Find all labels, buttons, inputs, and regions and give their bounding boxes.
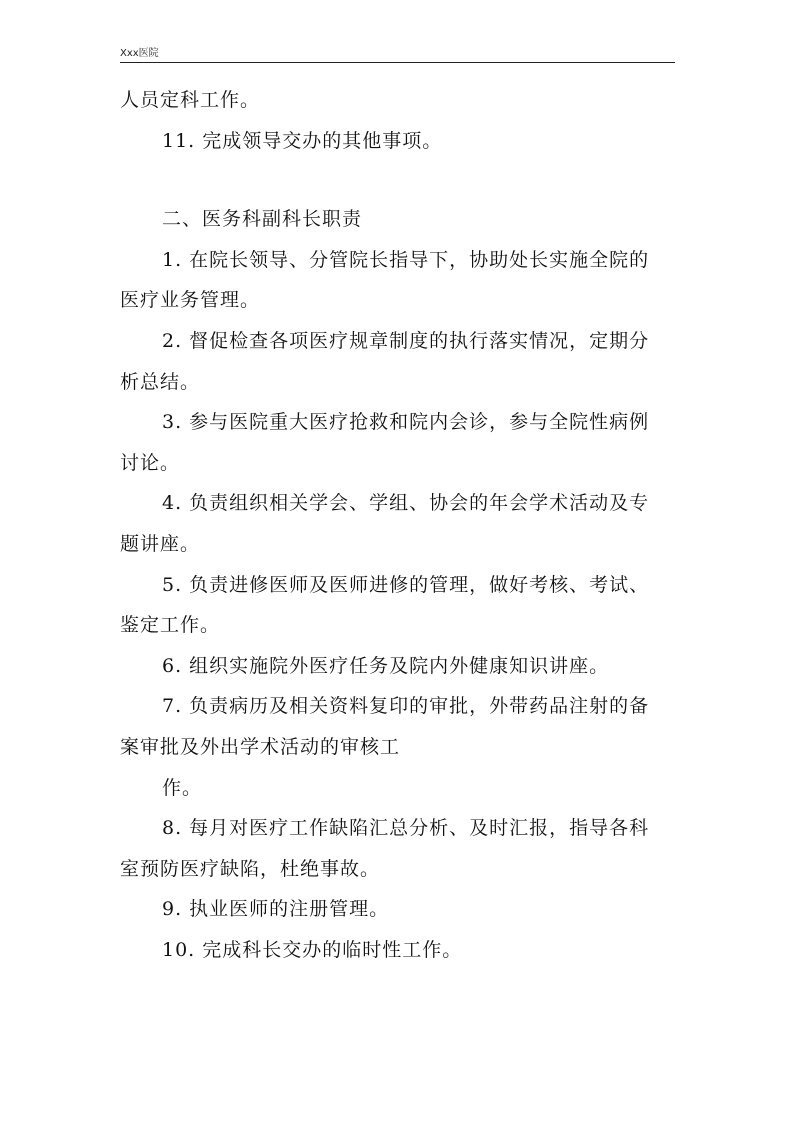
text-line: 5. 负责进修医师及医师进修的管理，做好考核、考试、 <box>162 573 650 596</box>
text-line: 案审批及外出学术活动的审核工 <box>120 735 401 758</box>
text-line: 鉴定工作。 <box>120 614 221 637</box>
paragraph-gap <box>120 161 680 199</box>
text-line: 11. 完成领导交办的其他事项。 <box>162 129 443 152</box>
text-line: 1. 在院长领导、分管院长指导下，协助处长实施全院的 <box>162 248 650 271</box>
text-line: 题讲座。 <box>120 532 201 555</box>
section-heading: 二、医务科副科长职责 <box>162 208 363 231</box>
text-line: 7. 负责病历及相关资料复印的审批，外带药品注射的备 <box>162 695 650 718</box>
document-body <box>120 80 680 970</box>
text-line: 4. 负责组织相关学会、学组、协会的年会学术活动及专 <box>162 492 650 515</box>
text-line: 析总结。 <box>120 370 201 393</box>
text-line: 3. 参与医院重大医疗抢救和院内会诊，参与全院性病例 <box>162 411 650 434</box>
text-line: 6. 组织实施院外医疗任务及院内外健康知识讲座。 <box>162 654 610 677</box>
text-line: 医疗业务管理。 <box>120 289 261 312</box>
text-line: 10. 完成科长交办的临时性工作。 <box>162 938 463 961</box>
header-title: Xxx医院 <box>120 48 159 59</box>
text-line: 8. 每月对医疗工作缺陷汇总分析、及时汇报，指导各科 <box>162 817 650 840</box>
text-line: 讨论。 <box>120 451 181 474</box>
page-header <box>120 48 675 63</box>
text-line: 9. 执业医师的注册管理。 <box>162 898 390 921</box>
text-line: 室预防医疗缺陷，杜绝事故。 <box>120 857 381 880</box>
text-line: 2. 督促检查各项医疗规章制度的执行落实情况，定期分 <box>162 329 650 352</box>
text-line: 人员定科工作。 <box>120 89 261 111</box>
text-line: 作。 <box>162 776 203 799</box>
